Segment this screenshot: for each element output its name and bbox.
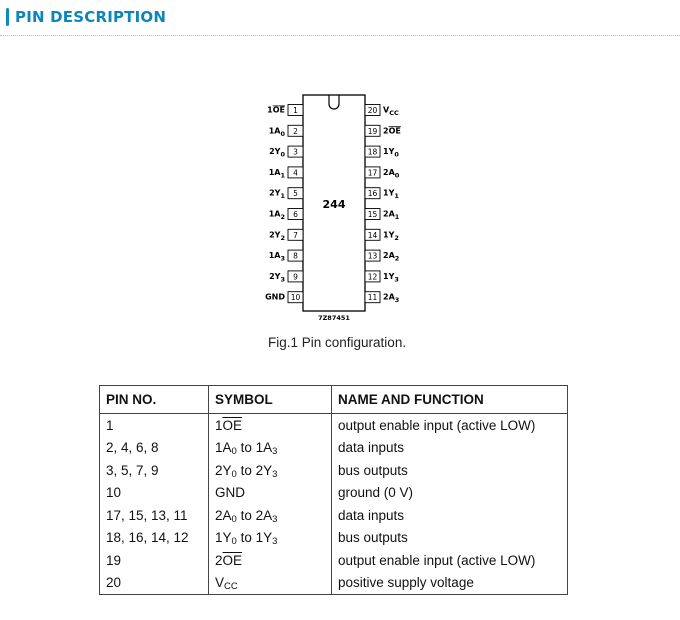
figure-caption: Fig.1 Pin configuration. [268,335,407,350]
ic-diagram [260,90,420,330]
pin-name-label: GND [265,292,285,302]
table-row [100,482,568,505]
pin-number-cell: 1 [100,414,209,437]
pin-number: 1 [293,106,298,115]
pin-number-cell: 19 [100,549,209,572]
heading-divider [0,35,680,36]
header-pin-no: PIN NO. [100,386,209,414]
pin-name-label: $1A_2$ [268,209,285,221]
pin-name-label: $2A_1$ [383,209,400,221]
table-row [100,437,568,460]
table-row [100,572,568,595]
pin-number: 10 [290,293,301,303]
symbol-cell: $1\overline{OE}$ [209,414,332,437]
pin-name-label: 2OE [383,126,401,136]
pin-name-label: $2Y_3$ [269,271,285,284]
pin-number: 13 [367,251,378,261]
pin-number: 15 [367,210,378,219]
pin-number: 19 [367,126,378,136]
function-cell: bus outputs [332,527,568,550]
pin-number: 20 [367,106,378,115]
pin-number: 14 [367,230,378,240]
symbol-cell: $2\overline{OE}$ [209,549,332,572]
pin-number-cell: 2, 4, 6, 8 [100,437,209,460]
pin-name-label: $1Y_1$ [383,188,399,201]
pin-number-cell: 20 [100,572,209,595]
pin-name-label: $1Y_3$ [383,271,399,284]
pin-number: 11 [367,293,378,303]
pin-number-cell: 3, 5, 7, 9 [100,459,209,482]
section-title: PIN DESCRIPTION [15,8,167,26]
symbol-cell: GND [209,482,332,505]
header-symbol: SYMBOL [209,386,332,414]
function-cell: ground (0 V) [332,482,568,505]
pin-name-label: $1A_1$ [268,167,285,180]
symbol-cell: $2Y_0$ to $2Y_3$ [209,459,332,482]
pin-number: 4 [293,168,298,178]
heading-accent-bar [6,8,9,26]
pin-description-table [99,385,568,595]
function-cell: output enable input (active LOW) [332,549,568,572]
symbol-cell: $2A_0$ to $2A_3$ [209,504,332,527]
pin-number: 3 [293,147,298,157]
pin-number: 2 [293,126,298,136]
pin-name-label: $1Y_0$ [383,147,399,159]
figure-code: 7Z87451 [318,314,350,322]
table-row [100,549,568,572]
pin-name-label: $V_{CC}$ [383,105,399,117]
header-name-function: NAME AND FUNCTION [332,386,568,414]
pin-name-label: $2Y_1$ [269,188,285,201]
table-row [100,504,568,527]
pin-name-label: $2A_2$ [383,251,400,263]
pin-number: 16 [367,189,378,199]
pin-number: 7 [293,230,298,240]
pin-configuration-figure [260,90,420,330]
symbol-cell: $V_{CC}$ [209,572,332,595]
section-heading [6,8,166,26]
pin-number-cell: 10 [100,482,209,505]
pin-number-cell: 17, 15, 13, 11 [100,504,209,527]
function-cell: data inputs [332,437,568,460]
chip-label: 244 [322,198,346,211]
pin-name-label: $2A_3$ [383,292,400,305]
pin-number: 17 [367,168,378,178]
pin-name-label: $1A_3$ [268,251,285,263]
table-header-row [100,386,568,414]
pin-name-label: $2Y_0$ [269,147,285,159]
function-cell: positive supply voltage [332,572,568,595]
pin-number: 8 [293,251,298,261]
table-row [100,414,568,437]
function-cell: output enable input (active LOW) [332,414,568,437]
pin-name-label: $1Y_2$ [383,230,399,242]
symbol-cell: $1Y_0$ to $1Y_3$ [209,527,332,550]
pin-name-label: $2A_0$ [383,167,400,180]
function-cell: data inputs [332,504,568,527]
pin-number: 9 [293,272,298,282]
pin-number-cell: 18, 16, 14, 12 [100,527,209,550]
pin-number: 18 [367,147,378,157]
table-row [100,527,568,550]
pin-number: 6 [293,210,298,219]
pin-name-label: $2Y_2$ [269,230,285,242]
pin-name-label: $1A_0$ [268,126,285,138]
pin-number: 5 [293,189,298,199]
symbol-cell: $1A_0$ to $1A_3$ [209,437,332,460]
pin-number: 12 [367,272,378,282]
pin-name-label: 1OE [267,105,285,115]
table-row [100,459,568,482]
function-cell: bus outputs [332,459,568,482]
